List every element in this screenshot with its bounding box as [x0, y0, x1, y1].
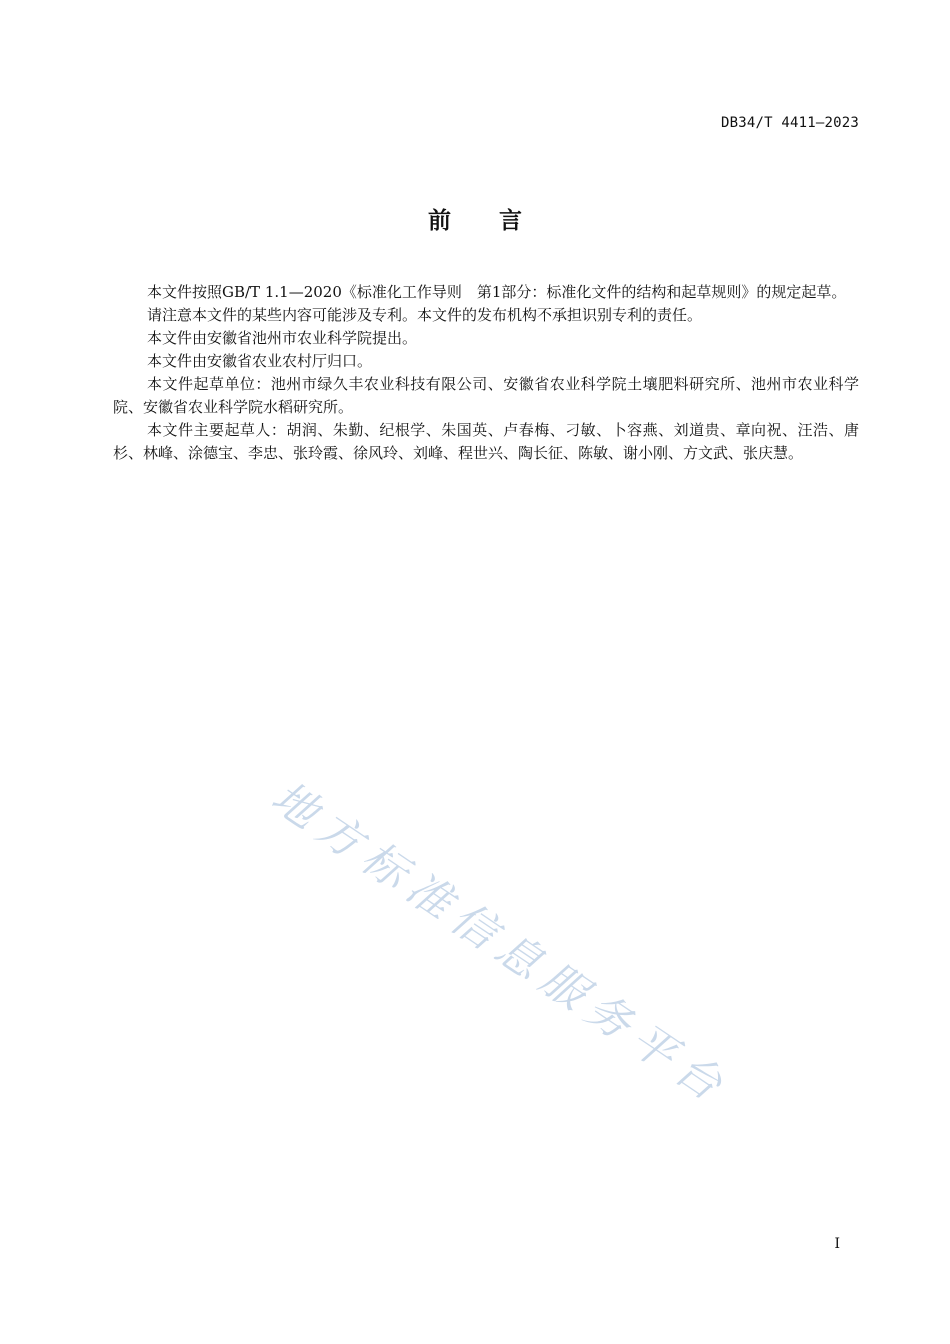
document-code: DB34/T 4411—2023 — [720, 115, 859, 131]
paragraph-drafting-rules: 本文件按照GB/T 1.1—2020《标准化工作导则 第1部分：标准化文件的结构和起草规则》的规定起草。 — [147, 283, 847, 301]
paragraph-drafters: 本文件主要起草人：胡润、朱勤、纪根学、朱国英、卢春梅、刁敏、卜容燕、刘道贵、章向祝、汪浩、唐杉、林峰、涂德宝、李忠、张玲霞、徐风玲、刘峰、程世兴、陶长征、陈敏、谢小刚、方文武、张庆慧。 — [113, 421, 859, 462]
paragraph-proposer: 本文件由安徽省池州市农业科学院提出。 — [147, 329, 418, 347]
preface-body — [113, 281, 859, 465]
paragraph-drafting-units: 本文件起草单位：池州市绿久丰农业科技有限公司、安徽省农业科学院土壤肥料研究所、池州市农业科学院、安徽省农业科学院水稻研究所。 — [113, 375, 859, 416]
page-title: 前言 — [428, 208, 570, 234]
watermark: 地方标准信息服务平台 — [262, 771, 739, 1116]
paragraph-administrator: 本文件由安徽省农业农村厅归口。 — [147, 352, 373, 370]
page-number: I — [834, 1236, 840, 1252]
paragraph-patent-notice: 请注意本文件的某些内容可能涉及专利。本文件的发布机构不承担识别专利的责任。 — [147, 306, 703, 324]
